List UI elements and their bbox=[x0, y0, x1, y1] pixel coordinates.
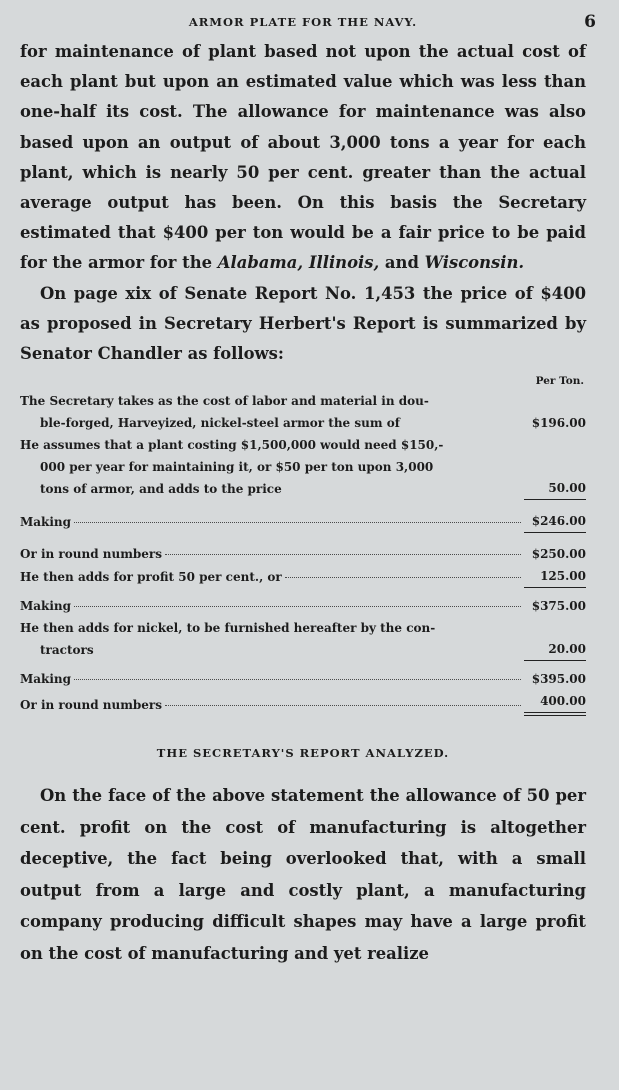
ship-name-alabama: Alabama, bbox=[217, 253, 304, 273]
statement-line: The Secretary takes as the cost of labor and material in dou- bbox=[20, 394, 429, 409]
dot-leader bbox=[165, 554, 521, 555]
dot-leader bbox=[74, 522, 521, 523]
statement-line: He assumes that a plant costing $1,500,000 would need $150,- bbox=[20, 438, 444, 453]
section-heading: THE SECRETARY'S REPORT ANALYZED. bbox=[156, 746, 450, 761]
statement-label: Or in round numbers bbox=[20, 698, 163, 713]
dot-leader bbox=[74, 679, 521, 680]
statement-label: Making bbox=[20, 672, 72, 687]
statement-amount: 125.00 bbox=[524, 565, 586, 588]
running-title: ARMOR PLATE FOR THE NAVY. bbox=[188, 15, 418, 29]
statement-row-round-numbers-final bbox=[20, 690, 586, 716]
ship-name-wisconsin: Wisconsin. bbox=[424, 253, 525, 273]
statement-row-making-total bbox=[20, 668, 586, 690]
dot-leader bbox=[74, 606, 521, 607]
intro-and: and bbox=[384, 253, 419, 273]
statement-line: tractors bbox=[40, 643, 94, 658]
statement-amount: $375.00 bbox=[531, 599, 586, 614]
statement-row-round-numbers-1 bbox=[20, 543, 586, 565]
running-head bbox=[20, 0, 596, 38]
statement-label: Or in round numbers bbox=[20, 547, 163, 562]
statement-row-making-subtotal-1 bbox=[20, 510, 586, 533]
statement-row-labor-material bbox=[20, 390, 586, 434]
statement-line: 000 per year for maintaining it, or $50 per ton upon 3,000 bbox=[40, 460, 434, 475]
statement-label: He then adds for profit 50 per cent., or bbox=[20, 570, 282, 585]
statement-label: Making bbox=[20, 515, 72, 530]
statement-line: He then adds for nickel, to be furnished hereafter by the con- bbox=[20, 621, 436, 636]
statement-amount: $246.00 bbox=[524, 510, 586, 533]
page-number: 6 bbox=[584, 12, 596, 32]
dot-leader bbox=[285, 577, 521, 578]
cost-statement bbox=[20, 375, 586, 716]
statement-line: ble-forged, Harveyized, nickel-steel armor the sum of bbox=[40, 416, 400, 431]
statement-amount: $395.00 bbox=[531, 672, 586, 687]
ship-name-illinois: Illinois, bbox=[308, 253, 380, 273]
statement-amount: $196.00 bbox=[531, 416, 586, 431]
statement-row-nickel bbox=[20, 617, 586, 661]
statement-amount: 20.00 bbox=[524, 638, 586, 661]
intro-text: for maintenance of plant based not upon the actual cost of each plant but upon an estimated value which was less than one-half its cost. The allowance for maintenance was also based upon an output of about 3,000 tons a year for each plant, which is nearly 50 per cent. greater than the actual average output has been. On this basis the Secretary estimated that $400 per ton would be a fair price to be paid for the armor for the bbox=[20, 42, 586, 273]
dot-leader bbox=[165, 705, 521, 706]
statement-amount: $250.00 bbox=[531, 547, 586, 562]
analysis-paragraph: On the face of the above statement the allowance of 50 per cent. profit on the cost of manufacturing is altogether deceptive, the fact being overlooked that, with a small output from a large and costly plant, a manufacturing company producing difficult shapes may have a large profit on the cost of manufacturing and yet realize bbox=[20, 786, 586, 963]
statement-amount: 50.00 bbox=[524, 477, 586, 500]
statement-label: Making bbox=[20, 599, 72, 614]
statement-amount: 400.00 bbox=[524, 690, 586, 716]
statement-row-making-subtotal-2 bbox=[20, 595, 586, 617]
statement-line: tons of armor, and adds to the price bbox=[40, 482, 282, 497]
statement-row-maintenance bbox=[20, 434, 586, 500]
per-ton-column-header: Per Ton. bbox=[535, 375, 584, 388]
statement-row-profit bbox=[20, 565, 586, 588]
summary-paragraph: On page xix of Senate Report No. 1,453 the price of $400 as proposed in Secretary Herbert's Report is summarized by Senator Chandler as follows: bbox=[20, 283, 586, 364]
intro-paragraph bbox=[20, 37, 586, 279]
